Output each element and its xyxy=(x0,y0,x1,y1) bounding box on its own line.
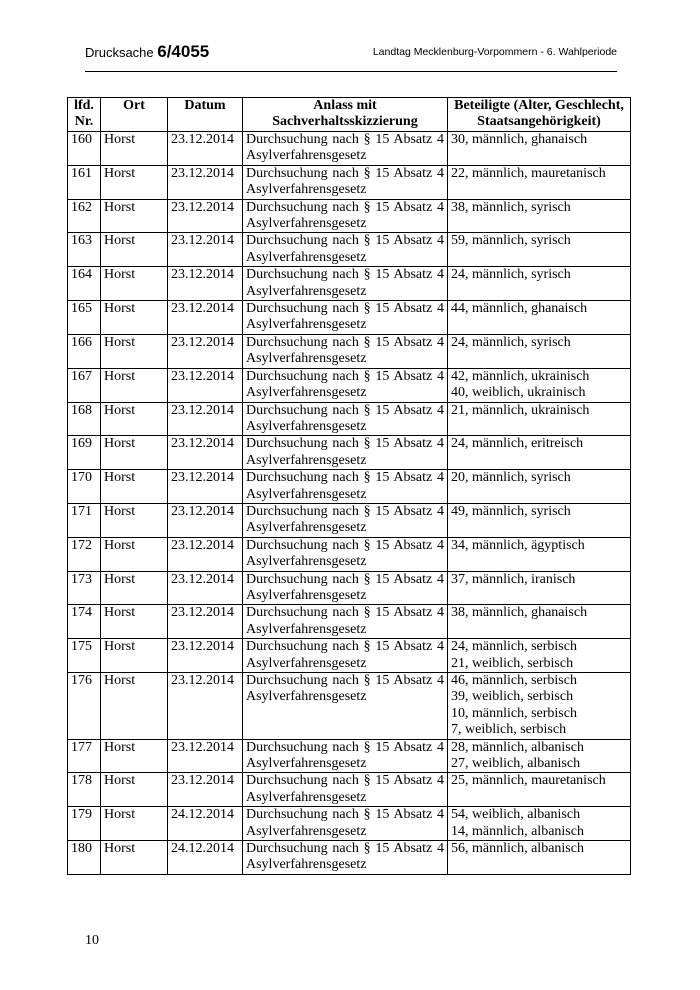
row-ort: Horst xyxy=(101,639,168,673)
row-datum: 23.12.2014 xyxy=(168,301,243,335)
participant-line: 39, weiblich, serbisch xyxy=(451,689,574,705)
participant-line: 30, männlich, ghanaisch xyxy=(451,132,588,147)
row-anlass: Durchsuchung nach § 15 Absatz 4 Asylverfahrensgesetz xyxy=(243,807,448,841)
column-header-label: Anlass mit Sachverhaltsskizzierung xyxy=(272,98,418,130)
table-row xyxy=(68,165,631,199)
table-row xyxy=(68,605,631,639)
row-ort: Horst xyxy=(101,807,168,841)
row-beteiligte xyxy=(448,301,631,335)
row-ort: Horst xyxy=(101,199,168,233)
row-ort: Horst xyxy=(101,503,168,537)
table-row xyxy=(68,773,631,807)
row-datum: 23.12.2014 xyxy=(168,165,243,199)
row-datum: 23.12.2014 xyxy=(168,639,243,673)
row-anlass: Durchsuchung nach § 15 Absatz 4 Asylverfahrensgesetz xyxy=(243,841,448,875)
row-ort: Horst xyxy=(101,537,168,571)
row-beteiligte xyxy=(448,739,631,773)
row-beteiligte xyxy=(448,605,631,639)
row-anlass: Durchsuchung nach § 15 Absatz 4 Asylverfahrensgesetz xyxy=(243,165,448,199)
table-row xyxy=(68,571,631,605)
row-anlass: Durchsuchung nach § 15 Absatz 4 Asylverfahrensgesetz xyxy=(243,334,448,368)
row-ort: Horst xyxy=(101,368,168,402)
row-beteiligte xyxy=(448,199,631,233)
row-datum: 23.12.2014 xyxy=(168,773,243,807)
row-datum: 23.12.2014 xyxy=(168,402,243,436)
header-rule xyxy=(85,71,617,72)
column-header-label: Ort xyxy=(123,98,145,113)
row-datum: 23.12.2014 xyxy=(168,739,243,773)
table-row xyxy=(68,233,631,267)
row-anlass: Durchsuchung nach § 15 Absatz 4 Asylverfahrensgesetz xyxy=(243,470,448,504)
table-row xyxy=(68,334,631,368)
row-number: 166 xyxy=(68,334,101,368)
page-header xyxy=(85,42,617,64)
row-number: 174 xyxy=(68,605,101,639)
row-anlass: Durchsuchung nach § 15 Absatz 4 Asylverfahrensgesetz xyxy=(243,132,448,166)
row-ort: Horst xyxy=(101,673,168,740)
row-anlass: Durchsuchung nach § 15 Absatz 4 Asylverfahrensgesetz xyxy=(243,773,448,807)
column-header-beteiligte xyxy=(448,98,631,132)
table-row xyxy=(68,537,631,571)
row-beteiligte xyxy=(448,267,631,301)
row-ort: Horst xyxy=(101,165,168,199)
participant-line: 20, männlich, syrisch xyxy=(451,470,571,486)
table-row xyxy=(68,739,631,773)
row-anlass: Durchsuchung nach § 15 Absatz 4 Asylverfahrensgesetz xyxy=(243,537,448,571)
row-number: 170 xyxy=(68,470,101,504)
row-anlass: Durchsuchung nach § 15 Absatz 4 Asylverfahrensgesetz xyxy=(243,673,448,740)
row-number: 173 xyxy=(68,571,101,605)
row-beteiligte xyxy=(448,132,631,166)
row-beteiligte xyxy=(448,807,631,841)
document-number-value: 6/4055 xyxy=(157,42,210,61)
page-number: 10 xyxy=(85,933,99,948)
row-anlass: Durchsuchung nach § 15 Absatz 4 Asylverfahrensgesetz xyxy=(243,368,448,402)
column-header-label: lfd. Nr. xyxy=(74,98,94,130)
table-row xyxy=(68,841,631,875)
row-beteiligte xyxy=(448,368,631,402)
participant-line: 38, männlich, syrisch xyxy=(451,199,571,215)
table-row xyxy=(68,267,631,301)
row-number: 171 xyxy=(68,503,101,537)
row-ort: Horst xyxy=(101,571,168,605)
participant-line: 40, weiblich, ukrainisch xyxy=(451,385,586,401)
table-row xyxy=(68,368,631,402)
participant-line: 38, männlich, ghanaisch xyxy=(451,605,588,621)
participant-line: 10, männlich, serbisch xyxy=(451,705,577,721)
row-anlass: Durchsuchung nach § 15 Absatz 4 Asylverfahrensgesetz xyxy=(243,503,448,537)
participant-line: 25, männlich, mauretanisch xyxy=(451,773,606,789)
participant-line: 46, männlich, serbisch xyxy=(451,673,577,688)
table-header-row xyxy=(68,98,631,132)
participant-line: 22, männlich, mauretanisch xyxy=(451,165,606,181)
table-body xyxy=(68,132,631,875)
participant-line: 37, männlich, iranisch xyxy=(451,571,576,587)
participant-line: 21, weiblich, serbisch xyxy=(451,655,574,671)
row-number: 179 xyxy=(68,807,101,841)
row-number: 162 xyxy=(68,199,101,233)
row-datum: 24.12.2014 xyxy=(168,807,243,841)
row-datum: 24.12.2014 xyxy=(168,841,243,875)
row-ort: Horst xyxy=(101,436,168,470)
row-number: 168 xyxy=(68,402,101,436)
participant-line: 28, männlich, albanisch xyxy=(451,739,584,755)
row-datum: 23.12.2014 xyxy=(168,673,243,740)
participant-line: 54, weiblich, albanisch xyxy=(451,807,581,823)
row-datum: 23.12.2014 xyxy=(168,470,243,504)
participant-line: 49, männlich, syrisch xyxy=(451,503,571,519)
row-number: 163 xyxy=(68,233,101,267)
row-anlass: Durchsuchung nach § 15 Absatz 4 Asylverfahrensgesetz xyxy=(243,571,448,605)
row-datum: 23.12.2014 xyxy=(168,503,243,537)
row-beteiligte xyxy=(448,334,631,368)
row-number: 165 xyxy=(68,301,101,335)
table-row xyxy=(68,436,631,470)
row-datum: 23.12.2014 xyxy=(168,334,243,368)
row-ort: Horst xyxy=(101,739,168,773)
participant-line: 21, männlich, ukrainisch xyxy=(451,402,590,418)
row-ort: Horst xyxy=(101,605,168,639)
participant-line: 27, weiblich, albanisch xyxy=(451,756,581,772)
row-anlass: Durchsuchung nach § 15 Absatz 4 Asylverfahrensgesetz xyxy=(243,605,448,639)
participant-line: 59, männlich, syrisch xyxy=(451,233,571,249)
incident-table xyxy=(67,97,631,875)
row-datum: 23.12.2014 xyxy=(168,233,243,267)
row-ort: Horst xyxy=(101,132,168,166)
row-datum: 23.12.2014 xyxy=(168,267,243,301)
row-ort: Horst xyxy=(101,233,168,267)
row-ort: Horst xyxy=(101,470,168,504)
row-anlass: Durchsuchung nach § 15 Absatz 4 Asylverfahrensgesetz xyxy=(243,402,448,436)
participant-line: 24, männlich, eritreisch xyxy=(451,436,584,452)
row-number: 175 xyxy=(68,639,101,673)
column-header-ort xyxy=(101,98,168,132)
row-beteiligte xyxy=(448,841,631,875)
column-header-nr xyxy=(68,98,101,132)
row-number: 161 xyxy=(68,165,101,199)
row-beteiligte xyxy=(448,773,631,807)
row-ort: Horst xyxy=(101,267,168,301)
row-anlass: Durchsuchung nach § 15 Absatz 4 Asylverfahrensgesetz xyxy=(243,301,448,335)
table-row xyxy=(68,470,631,504)
participant-line: 14, männlich, albanisch xyxy=(451,823,584,839)
row-anlass: Durchsuchung nach § 15 Absatz 4 Asylverfahrensgesetz xyxy=(243,267,448,301)
table-row xyxy=(68,673,631,740)
row-datum: 23.12.2014 xyxy=(168,132,243,166)
row-beteiligte xyxy=(448,470,631,504)
row-beteiligte xyxy=(448,402,631,436)
row-datum: 23.12.2014 xyxy=(168,537,243,571)
participant-line: 42, männlich, ukrainisch xyxy=(451,368,590,384)
row-datum: 23.12.2014 xyxy=(168,199,243,233)
row-datum: 23.12.2014 xyxy=(168,571,243,605)
column-header-label: Beteiligte (Alter, Geschlecht, Staatsangehörigkeit) xyxy=(454,98,624,130)
table-row xyxy=(68,301,631,335)
participant-line: 44, männlich, ghanaisch xyxy=(451,301,588,317)
participant-line: 24, männlich, serbisch xyxy=(451,639,577,655)
parliament-label: Landtag Mecklenburg-Vorpommern - 6. Wahlperiode xyxy=(372,46,617,58)
column-header-datum xyxy=(168,98,243,132)
row-ort: Horst xyxy=(101,334,168,368)
participant-line: 24, männlich, syrisch xyxy=(451,334,571,350)
row-number: 160 xyxy=(68,132,101,166)
row-anlass: Durchsuchung nach § 15 Absatz 4 Asylverfahrensgesetz xyxy=(243,233,448,267)
row-datum: 23.12.2014 xyxy=(168,368,243,402)
row-beteiligte xyxy=(448,673,631,740)
table-row xyxy=(68,402,631,436)
row-beteiligte xyxy=(448,233,631,267)
table-row xyxy=(68,807,631,841)
document-number-prefix: Drucksache xyxy=(85,45,158,60)
row-beteiligte xyxy=(448,165,631,199)
participant-line: 56, männlich, albanisch xyxy=(451,841,584,857)
row-ort: Horst xyxy=(101,841,168,875)
participant-line: 7, weiblich, serbisch xyxy=(451,722,567,738)
row-ort: Horst xyxy=(101,301,168,335)
row-ort: Horst xyxy=(101,773,168,807)
row-number: 169 xyxy=(68,436,101,470)
row-datum: 23.12.2014 xyxy=(168,436,243,470)
document-number xyxy=(85,42,209,62)
table-row xyxy=(68,132,631,166)
row-anlass: Durchsuchung nach § 15 Absatz 4 Asylverfahrensgesetz xyxy=(243,739,448,773)
column-header-anlass xyxy=(243,98,448,132)
participant-line: 24, männlich, syrisch xyxy=(451,267,571,283)
row-beteiligte xyxy=(448,503,631,537)
participant-line: 34, männlich, ägyptisch xyxy=(451,537,585,553)
row-beteiligte xyxy=(448,537,631,571)
table-row xyxy=(68,503,631,537)
row-number: 178 xyxy=(68,773,101,807)
row-number: 176 xyxy=(68,673,101,740)
row-beteiligte xyxy=(448,571,631,605)
row-anlass: Durchsuchung nach § 15 Absatz 4 Asylverfahrensgesetz xyxy=(243,199,448,233)
row-datum: 23.12.2014 xyxy=(168,605,243,639)
table-row xyxy=(68,199,631,233)
row-beteiligte xyxy=(448,639,631,673)
row-ort: Horst xyxy=(101,402,168,436)
table-row xyxy=(68,639,631,673)
row-number: 164 xyxy=(68,267,101,301)
row-anlass: Durchsuchung nach § 15 Absatz 4 Asylverfahrensgesetz xyxy=(243,436,448,470)
column-header-label: Datum xyxy=(184,98,226,113)
row-number: 167 xyxy=(68,368,101,402)
row-anlass: Durchsuchung nach § 15 Absatz 4 Asylverfahrensgesetz xyxy=(243,639,448,673)
row-number: 172 xyxy=(68,537,101,571)
row-number: 177 xyxy=(68,739,101,773)
row-beteiligte xyxy=(448,436,631,470)
row-number: 180 xyxy=(68,841,101,875)
